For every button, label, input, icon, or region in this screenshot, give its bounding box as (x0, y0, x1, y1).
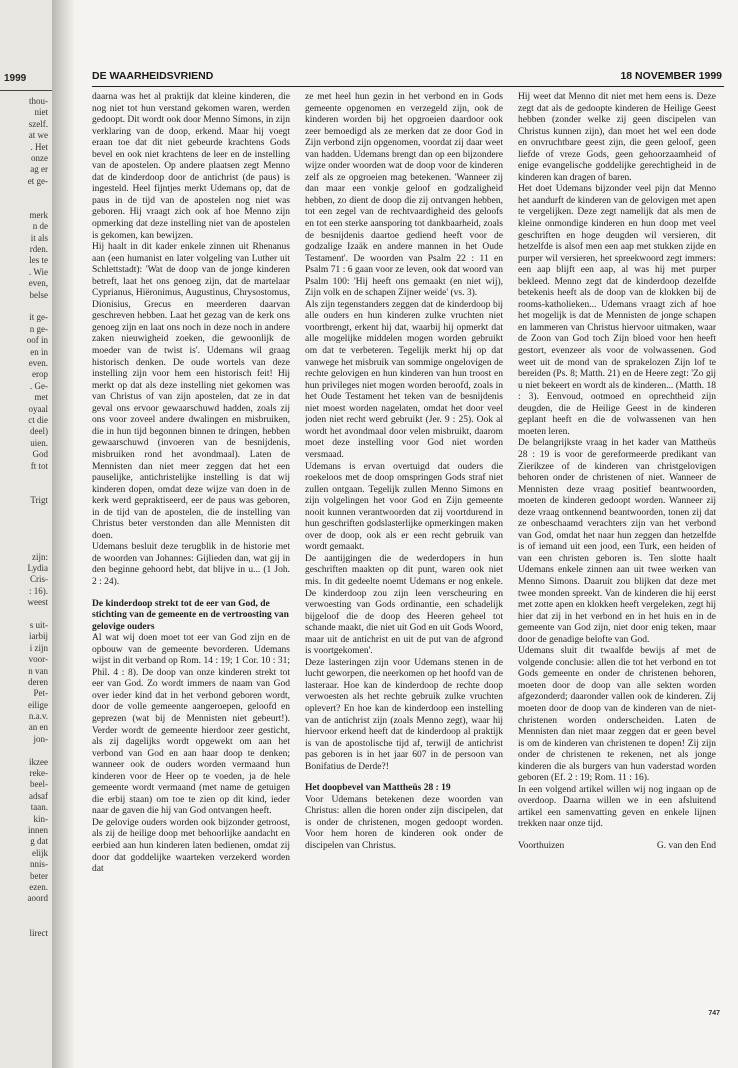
previous-page-line: deel) (30, 426, 48, 437)
previous-page-line: szelf. (28, 118, 48, 129)
previous-page-line: zijn: (32, 551, 48, 562)
previous-page-line: even. (28, 357, 48, 368)
previous-page-line: en in (30, 346, 48, 357)
previous-page-line: oof in (26, 335, 48, 346)
paragraph: Hij weet dat Menno dit niet met hem eens is. Deze zegt dat als de gedoopte kinderen de Heilige Geest hebben (zonder welke zij geen discipelen van Christus kunnen zijn), dan moet het wel een dode en onvruchtbare geest zijn, die geen geloof, geen liefde of vreze Gods, geen gehoorzaamheid of enige evangelische goddelijke gerechtigheid in de kinderen kan dragen of baren. (518, 92, 716, 183)
paragraph: Deze lasteringen zijn voor Udemans stenen in de lucht geworpen, die neerkomen op het hoofd van de lasteraar. Hoe kan de kinderdoop de rechte doop verwoesten als het rechte gebruik zulke vruchten oplevert? En hoe kan de kinderdoop een instelling van de antichrist zijn (zoals Menno zegt), waar hij hiervoor erkend heeft dat de kinderdoop al praktijk is van de apostolische tijd af, terwijl de antichrist pas geboren is in het jaar 607 in de persoon van Bonifatius de Derde?! (305, 657, 503, 772)
section-heading: De kinderdoop strekt tot de eer van God, de stichting van de gemeente en de vertroosting van gelovige ouders (92, 598, 289, 632)
previous-page-line: n de (32, 221, 48, 232)
paragraph: De belangrijkste vraag in het kader van Mattheüs 28 : 19 is voor de gereformeerde predikant van Zierikzee of de kinderen van christgelovigen behoren onder de christenen of niet. Wanneer de Mennisten deze vraag positief beantwoorden, moeten de kinderen gedoopt worden. Wanneer zij deze vraag ontkennend beantwoorden, tonen zij dat ze onbeschaamd verachters zijn van het verbond van God, omdat het naar hun zeggen dan hetzelfde is of iemand uit een jood, een Turk, een heiden of van een christen geboren is. Ten slotte haalt Udemans enkele zinnen aan uit twee werken van Menno Simons. Daaruit zou blijken dat deze met twee monden spreekt. Van de kinderen die hij eerst met zotte apen en klokken heeft vergeleken, zegt hij hier dat zij in het verbond en in het huis en in de gemeente van God zijn, niet door enig teken, maar door de genadige belofte van God. (518, 438, 716, 645)
previous-page-line: les te (29, 255, 48, 266)
previous-page-line: Trigt (30, 494, 48, 505)
previous-page-line: an en (28, 722, 48, 733)
previous-page-line: . Wie (29, 266, 48, 277)
previous-page-line: s uit- (29, 619, 48, 630)
previous-page-line: Cris- (30, 574, 48, 585)
previous-page-line: g dat (30, 836, 48, 847)
previous-page-number: 1999 (4, 73, 27, 84)
previous-page-line (0, 745, 48, 756)
previous-page-line: n van (28, 665, 48, 676)
paragraph: Udemans besluit deze terugblik in de historie met de woorden van Johannes: Gijlieden dan, wat gij in den beginne gehoord hebt, dat blijve in u... (1 Joh. 2 : 24). (92, 542, 290, 587)
previous-page-line: kin- (33, 813, 48, 824)
paragraph: In een volgend artikel willen wij nog ingaan op de overdoop. Daarna willen we in een afsluitend artikel een samenvatting geven en enkele lijnen trekken naar onze tijd. (518, 784, 716, 830)
publication-title: DE WAARHEIDSVRIEND (92, 70, 214, 82)
paragraph: Udemans is ervan overtuigd dat ouders die roekeloos met de doop omspringen Gods straf niet zullen ontgaan. Tegelijk zullen Menno Simons en zijn volgelingen het voor God en Zijn gemeente nooit kunnen verantwoorden dat zij voortdurend in hun geschriften godslasterlijke opmerkingen maken over de doop, ook als er een recht gebruik van wordt gemaakt. (305, 461, 503, 553)
previous-page-line: i zijn (29, 642, 48, 653)
paragraph: Voor Udemans betekenen deze woorden van Christus: allen die horen onder zijn discipelen, dat is onder de christenen, mogen gedoopt worden. Voor hem horen de kinderen ook onder de discipelen van Christus. (305, 794, 503, 851)
previous-page-line: it ge- (29, 312, 48, 323)
previous-page-rule (0, 90, 52, 91)
running-header (92, 70, 722, 84)
paragraph: Het doet Udemans bijzonder veel pijn dat Menno het aandurft de kinderen van de gelovigen met apen te vergelijken. Deze zegt namelijk dat als men de kleine onmondige kinderen en hun doop met veel geschriften en hoge deugden wil versieren, dit hetzelfde is alsof men een aap met stukken zijde en purper wil versieren, het spreekwoord zegt immers: een aap blijft een aap, al was hij met purper bekleed. Menno zegt dat de kinderdoop dezelfde betekenis heeft als de doop van de klokken bij de rooms-katholieken... Udemans vraagt zich af hoe het mogelijk is dat de Mennisten de jonge schapen en lammeren van Christus hiervoor uitmaken, waar de Zoon van God toch Zijn bloed voor hen heeft gestort, evenzeer als voor de volwassenen. God weet uit de mond van de sprakelozen Zijn lof te bereiden (Ps. 8; Matth. 21) en de Heere zegt: 'Zo gij u niet bekeert en wordt als de kinderen... (Matth. 18 : 3). Eenvoud, ootmoed en oprechtheid zijn deugden, die de Heilige Geest in de kinderen geplant heeft en die de volwassenen van hen moeten leren. (518, 184, 716, 437)
paragraph: Udemans sluit dit twaalfde bewijs af met de volgende conclusie: allen die tot het verbond en tot Gods gemeente en onder de christenen behoren, moeten door de doop van alle sekten worden afgezonderd; daaronder vallen ook de kinderen. Zij moeten door de doop van de kinderen van de niet-christenen worden onderscheiden. Laten de Mennisten dan niet maar zeggen dat er geen bevel is om de kinderen van christenen te dopen! Zij zijn onder de christenen te rekenen, net als jonge kinderen die als burgers van hun vaderstad worden geboren (Ef. 2 : 19; Rom. 11 : 16). (518, 646, 716, 784)
text-column-3 (518, 92, 716, 1012)
previous-page-line: n ge- (29, 323, 48, 334)
previous-page-line: oyaal (28, 403, 48, 414)
paragraph: Als zijn tegenstanders zeggen dat de kinderdoop bij alle ouders en hun kinderen zulke vruchten niet voortbrengt, erkent hij dat, waarbij hij opmerkt dat alle mogelijke middelen mogen worden gebruikt om dat te verbeteren. Tegelijk merkt hij op dat vanwege het misbruik van sommige ongelovigen de rechte gelovigen en hun kinderen van hun troost en hun privileges niet mogen worden beroofd, zoals in het Oude Testament het teken van de besnijdenis niet moest worden nagelaten, omdat het door veel joden niet recht werd gebruikt (Jer. 9 : 25). Ook al wordt het avondmaal door velen misbruikt, daarom moet deze instelling voor God niet worden versmaad. (305, 299, 503, 460)
previous-page-line (0, 506, 48, 517)
previous-page-line: lirect (29, 927, 48, 938)
previous-page-line: ag er (30, 164, 48, 175)
previous-page-line: weest (27, 597, 48, 608)
previous-page-edge (0, 0, 52, 1068)
previous-page-line: belse (29, 289, 48, 300)
page-number: 747 (708, 1010, 720, 1017)
previous-page-line: uien. (30, 437, 48, 448)
previous-page-line: et ge- (27, 175, 48, 186)
previous-page-line: ft tot (30, 460, 48, 471)
previous-page-line: iarbij (29, 631, 48, 642)
previous-page-line: deren (28, 676, 48, 687)
paragraph: Hij haalt in dit kader enkele zinnen uit Rhenanus aan (een humanist en later volgeling van Luther uit Schlettstadt): 'Wat de doop van de jonge kinderen betreft, laat het ons genoeg zijn, dat de martelaar Cyprianus, Hiëronimus, Augustinus, Chrysostomus, Dionisius, Grecus en meerderen daarvan geschreven hebben. Laat het gezag van de kerk ons genoeg zijn en laat ons noch in deze noch in andere zaken nieuwigheid zoeken, die gewoonlijk de moeder van de twist is'. Udemans wil graag historisch denken. De oude wortels van deze instelling zijn voor hem een historisch feit! Hij merkt op dat als deze instelling niet gekomen was van Christus of van zijn apostelen, dat ze in dat geval ons ervoor gewaarschuwd hadden, zoals zij ons voor zoveel andere dwalingen en misbruiken, die in hun tijd begonnen binnen te dringen, hebben gewaarschuwd (invoeren van de besnijdenis, misbruiken rond het avondmaal). Laten de Mennisten dan niet meer zeggen dat het een pauselijke, antichristelijke instelling is dat wij kinderen dopen, omdat deze wijze van doen in de kerk werd gepraktiseerd, eer de paus was geboren, in de tijd van de apostelen, die de instelling van Christus beter verstonden dan alle Mennisten dit doen. (92, 242, 290, 541)
previous-page-line: . Het (30, 141, 48, 152)
previous-page-line: erop (32, 369, 48, 380)
previous-page-line (0, 517, 48, 528)
book-gutter (52, 0, 74, 1068)
previous-page-line (0, 905, 48, 916)
paragraph: ze met heel hun gezin in het verbond en in Gods gemeente opgenomen en verzegeld zijn, ook de kinderen worden bij het opgroeien daardoor ook zeer bemoedigd als ze merken dat ze door God in Zijn verbond zijn opgenomen, voordat zij daar weet van hadden. Udemans brengt dan op een bijzondere wijze onder woorden wat de doop voor de kinderen zelf als ze opgroeien mag betekenen. 'Wanneer zij dan maar een vonkje geloof en godzaligheid hebben, zo dient de doop die zij ontvangen hebben, tot een zegel van de rechtvaardigheid des geloofs en tot een sterke aansporing tot dankbaarheid, zoals de besnijdenis daartoe gediend heeft voor de godzalige Izaäk en andere mannen in het Oude Testament'. De woorden van Psalm 22 : 11 en Psalm 71 : 6 gaan voor ze leven, ook dat woord van Psalm 100: 'Hij heeft ons gemaakt (en niet wij), Zijn volk en de schapen Zijner weide' (vs. 3). (305, 92, 503, 299)
previous-page-line: Pet- (33, 688, 48, 699)
previous-page-line: voor- (28, 654, 48, 665)
previous-page-line: ezen. (29, 881, 48, 892)
signature-place: Voorthuizen (518, 841, 565, 851)
previous-page-line: onze (31, 152, 48, 163)
previous-page-line: taan. (30, 802, 48, 813)
header-rule (92, 86, 724, 87)
previous-page-line: niet (34, 107, 48, 118)
paragraph: Al wat wij doen moet tot eer van God zijn en de opbouw van de gemeente bevorderen. Udemans wijst in dit verband op Rom. 14 : 19; 1 Cor. 10 : 31; Phil. 4 : 8). De doop van onze kinderen strekt tot eer van God. Zo wordt immers de naam van God over ieder kind dat in het verbond geboren wordt, door de volle gemeente aangeroepen, geloofd en geprezen (wat bij de Mennisten niet gebeurt!). Verder wordt de gemeente hierdoor zeer gesticht, als zij dagelijks wordt opgewekt om aan het verbond van God en aan haar doop te denken; wanneer ook de ouders worden vermaand hun kinderen voor de Heer op te voeden, ja de hele gemeente wordt vermaand (met name de getuigen die erbij staan) om toe te zien op dit kind, ieder naar de gaven die hij van God ontvangen heeft. (92, 633, 290, 817)
previous-page-line: beter (30, 870, 48, 881)
previous-page-line (0, 916, 48, 927)
issue-date: 18 NOVEMBER 1999 (620, 70, 722, 82)
previous-page-line (0, 301, 48, 312)
previous-page-line: reke- (29, 768, 48, 779)
previous-page-line (0, 483, 48, 494)
previous-page-line: Lydia (27, 563, 48, 574)
previous-page-line: met (34, 392, 48, 403)
previous-page-line: nnis- (30, 859, 48, 870)
previous-page-line: thou- (29, 96, 48, 106)
previous-page-line: even, (28, 278, 48, 289)
paragraph: De aantijgingen die de wederdopers in hun geschriften maakten op dit punt, waren ook niet mis. In dit gedeelte noemt Udemans er nog enkele. De kinderdoop zou zijn leen verscheuring en verwoesting van Gods ordinantie, een schadelijk bijgeloof die de doop des Heeren geheel tot schande maakt, die niet uit God en uit Gods Woord, maar uit de antichrist en uit de put van de afgrond is voortgekomen'. (305, 553, 503, 657)
previous-page-line (0, 187, 48, 198)
previous-page-line: beel- (30, 779, 48, 790)
previous-page-line: merk (29, 209, 48, 220)
previous-page-line: adsaf (29, 790, 48, 801)
previous-page-line: elijk (32, 847, 48, 858)
previous-page-line (0, 609, 48, 620)
previous-page-line (0, 472, 48, 483)
previous-page-line: aoord (27, 893, 48, 904)
previous-page-line (0, 199, 48, 210)
signature-author: G. van den End (656, 841, 716, 851)
article-page (74, 0, 738, 1068)
previous-page-line: . Ge- (30, 380, 48, 391)
previous-page-line: eilige (28, 699, 48, 710)
previous-page-line: jon- (33, 733, 48, 744)
previous-page-line: innen (28, 825, 48, 835)
previous-page-text (0, 96, 48, 939)
previous-page-line: ikzee (29, 756, 48, 767)
previous-page-line: God (32, 449, 48, 460)
text-column-2 (305, 92, 503, 1012)
signature-line (518, 841, 716, 853)
previous-page-line: n.a.v. (28, 711, 48, 722)
section-heading: Het doopbevel van Mattheüs 28 : 19 (305, 783, 451, 794)
previous-page-line (0, 540, 48, 551)
paragraph: De gelovige ouders worden ook bijzonder getroost, als zij de heilige doop met behoorlijke aandacht en eerbied aan hun kinderen laten bedienen, omdat zij door dat goddelijke waarteken verzekerd worden dat (92, 817, 290, 875)
previous-page-line: rden. (29, 244, 48, 255)
previous-page-line (0, 529, 48, 540)
previous-page-line: ct die (28, 414, 48, 425)
text-column-1 (92, 92, 290, 1012)
previous-page-line: at we (28, 130, 48, 141)
previous-page-line: it als (30, 232, 48, 243)
previous-page-line: : 16). (29, 585, 48, 596)
paragraph: daarna was het al praktijk dat kleine kinderen, die nog niet tot hun verstand gekomen waren, werden gedoopt. Dit wordt ook door Menno Simons, in zijn verklaring van de doop, erkend. Maar hij voegt eraan toe dat dit niet gebeurde krachtens Gods bevel en ook niet krachtens de leer en de instelling van de apostelen. Op andere plaatsen zegt Menno dat de kinderdoop door de antichrist (de paus) is ingesteld. Heel fijntjes merkt Udemans op, dat de paus in de tijd van de apostelen nog niet was geboren. Hij vraagt zich ook af hoe Menno zijn opmerking dat deze instelling niet van de apostelen is gekomen, kan bewijzen. (92, 92, 290, 241)
